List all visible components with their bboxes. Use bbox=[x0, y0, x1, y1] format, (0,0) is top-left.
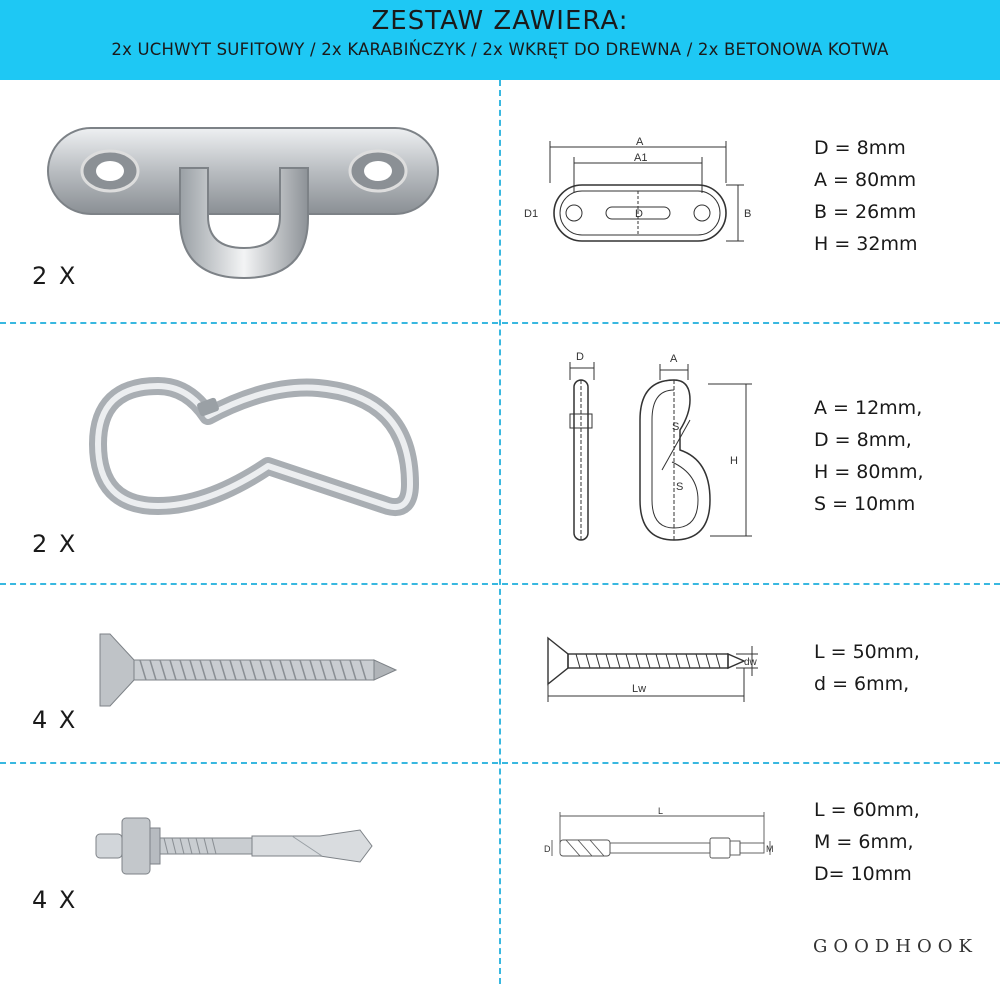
vertical-divider bbox=[499, 80, 501, 984]
wood-screw-icon bbox=[94, 630, 404, 710]
page-title: ZESTAW ZAWIERA: bbox=[371, 6, 629, 36]
drawing-label: A bbox=[670, 353, 678, 365]
drawing-label: D bbox=[635, 208, 643, 220]
row-divider bbox=[0, 322, 1000, 324]
spec-list bbox=[814, 132, 917, 260]
drawing-label: S bbox=[676, 481, 684, 493]
quantity-label: 4 X bbox=[32, 706, 78, 734]
concrete-anchor-icon bbox=[92, 814, 382, 878]
drawing-label: H bbox=[730, 455, 738, 467]
drawing-label: A bbox=[636, 136, 644, 148]
spec-item: D= 10mm bbox=[814, 863, 912, 885]
spec-item: L = 50mm, bbox=[814, 641, 920, 663]
row-divider bbox=[0, 583, 1000, 585]
quantity-label: 2 X bbox=[32, 530, 78, 558]
spec-item: A = 80mm bbox=[814, 169, 917, 191]
drawing-label: S bbox=[672, 421, 680, 433]
spec-item: M = 6mm, bbox=[814, 831, 914, 853]
drawing-label: M bbox=[766, 844, 774, 854]
brand-logo: GOODHOOK bbox=[813, 936, 978, 957]
drawing-label: A1 bbox=[634, 152, 648, 164]
concrete-anchor-drawing-icon bbox=[540, 808, 780, 880]
quantity-label: 2 X bbox=[32, 262, 78, 290]
spec-item: B = 26mm bbox=[814, 201, 917, 223]
spec-list bbox=[814, 636, 920, 700]
carabiner-icon bbox=[88, 366, 418, 534]
ceiling-hook-drawing-icon bbox=[524, 133, 760, 253]
drawing-label: D1 bbox=[524, 208, 539, 220]
drawing-label: B bbox=[744, 208, 752, 220]
spec-item: L = 60mm, bbox=[814, 799, 920, 821]
drawing-label: dw bbox=[744, 657, 757, 668]
drawing-label: D bbox=[576, 351, 584, 363]
header-banner bbox=[0, 0, 1000, 80]
spec-item: d = 6mm, bbox=[814, 673, 910, 695]
spec-item: H = 32mm bbox=[814, 233, 918, 255]
quantity-label: 4 X bbox=[32, 886, 78, 914]
spec-list bbox=[814, 392, 924, 520]
spec-item: D = 8mm, bbox=[814, 429, 912, 451]
carabiner-drawing-icon bbox=[540, 350, 770, 550]
page-subtitle: 2x UCHWYT SUFITOWY / 2x KARABIŃCZYK / 2x WKRĘT DO DREWNA / 2x BETONOWA KOTWA bbox=[111, 40, 889, 59]
spec-item: S = 10mm bbox=[814, 493, 916, 515]
drawing-label: Lw bbox=[632, 683, 647, 695]
drawing-label: L bbox=[658, 806, 664, 816]
spec-list bbox=[814, 794, 920, 890]
spec-item: D = 8mm bbox=[814, 137, 906, 159]
spec-item: H = 80mm, bbox=[814, 461, 924, 483]
spec-item: A = 12mm, bbox=[814, 397, 923, 419]
wood-screw-drawing-icon bbox=[540, 632, 770, 706]
drawing-label: D bbox=[544, 844, 551, 854]
row-divider bbox=[0, 762, 1000, 764]
ceiling-hook-icon bbox=[40, 108, 450, 288]
